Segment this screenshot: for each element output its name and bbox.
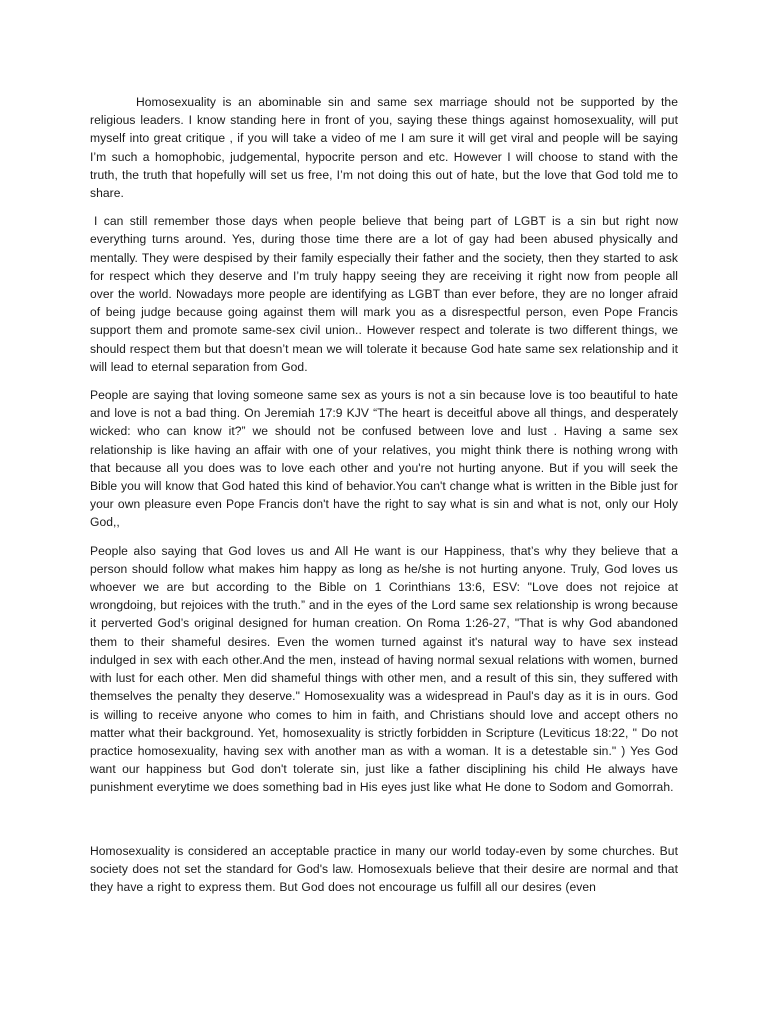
paragraph-3: People are saying that loving someone same sex as yours is not a sin because love is too beautiful to hate and love is not a bad thing. On Jeremiah 17:9 KJV “The heart is deceitful above all things, and desperately wicked: who can know it?” we should not be confused between love and lust . Having a same sex relationship is like having an affair with one of your relatives, you might think there is nothing wrong with that because all you does was to love each other and you're not hurting anyone. But if you will seek the Bible you will know that God hated this kind of behavior.You can't change what is written in the Bible just for your own pleasure even Pope Francis don't have the right to say what is sin and what is not, only our Holy God,,	[90, 388, 678, 530]
paragraph-5: Homosexuality is considered an acceptable practice in many our world today-even by some churches. But society does not set the standard for God's law. Homosexuals believe that their desire are normal and that they have a right to express them. But God does not encourage us fulfill all our desires (even	[90, 843, 678, 894]
paragraph-4: People also saying that God loves us and All He want is our Happiness, that’s why they believe that a person should follow what makes him happy as long as he/she is not hurting anyone. Truly, God loves us whoever we are but according to the Bible on 1 Corinthians 13:6, ESV: "Love does not rejoice at wrongdoing, but rejoices with the truth.” and in the eyes of the Lord same sex relationship is wrong because it perverted God’s original designed for human creation. On Roma 1:26-27, "That is why God abandoned them to their shameful desires. Even the women turned against it's natural way to have sex instead indulged in sex with each other.And the men, instead of having normal sexual relations with women, burned with lust for each other. Men did shameful things with other men, and a result of this sin, they suffered with themselves the penalty they deserve." Homosexuality was a widespread in Paul's day as it is in ours. God is willing to receive anyone who comes to him in faith, and Christians should love and accept others no matter what their background. Yet, homosexuality is strictly forbidden in Scripture (Leviticus 18:22, " Do not practice homosexuality, having sex with another man as with a woman. It is a detestable sin." ) Yes God want our happiness but God don't tolerate sin, just like a father disciplining his child He always have punishment everytime we does something bad in His eyes just like what He done to Sodom and Gomorrah.	[90, 543, 678, 795]
document-page	[90, 93, 678, 896]
paragraph-2: I can still remember those days when people believe that being part of LGBT is a sin but right now everything turns around. Yes, during those time there are a lot of gay had been abused physically and mentally. They were despised by their family especially their father and the society, then they started to ask for respect which they deserve and I’m truly happy seeing they are receiving it right now from people all over the world. Nowadays more people are identifying as LGBT than ever before, they are no longer afraid of being judge because going against them will mark you as a disrespectful person, even Pope Francis support them and promote same-sex civil union.. However respect and tolerate is two different things, we should respect them but that doesn’t mean we will tolerate it because God hate same sex relationship and it will lead to eternal separation from God.	[90, 214, 678, 374]
paragraph-1: Homosexuality is an abominable sin and same sex marriage should not be supported by the religious leaders. I know standing here in front of you, saying these things against homosexuality, will put myself into great critique , if you will take a video of me I am sure it will get viral and people will be saying I’m such a homophobic, judgemental, hypocrite person and etc. However I will choose to stand with the truth, the truth that hopefully will set us free, I’m not doing this out of hate, but the love that God told me to share.	[90, 95, 678, 201]
